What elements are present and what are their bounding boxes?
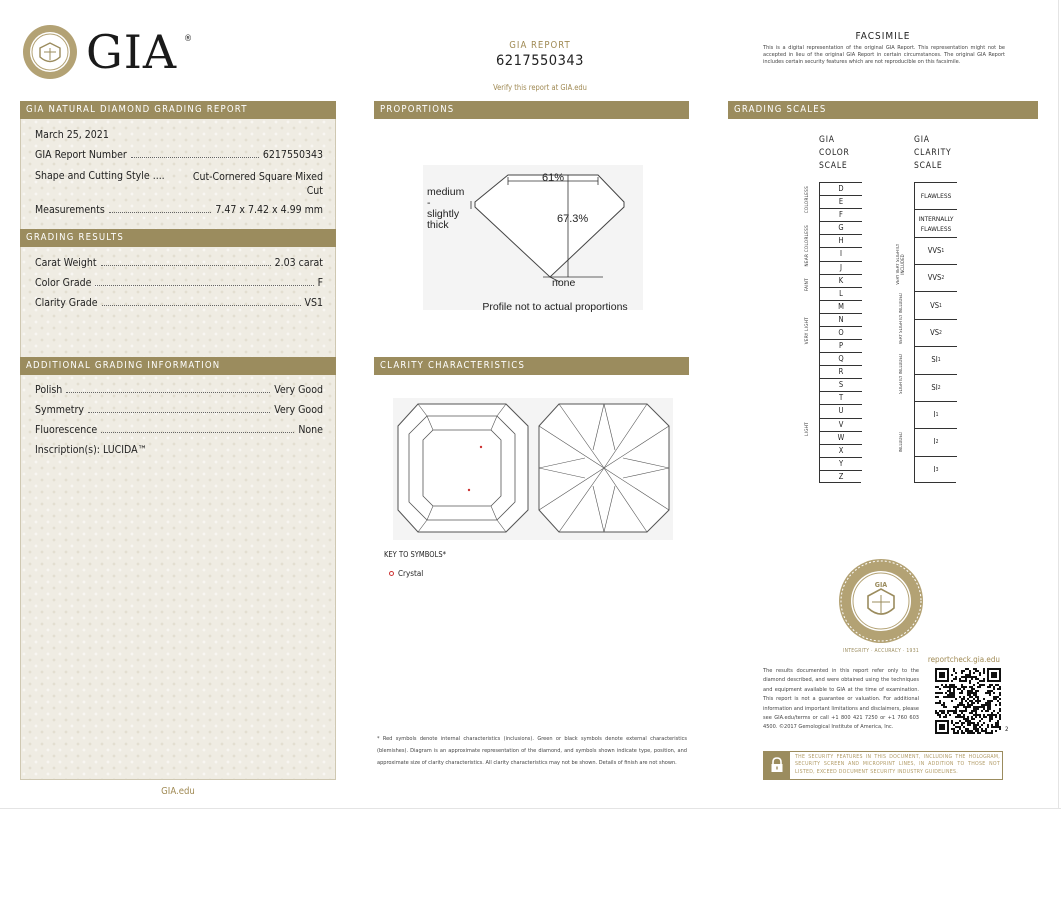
report-number-header: 6217550343 (496, 53, 584, 69)
color-scale-title-2: COLOR (819, 148, 850, 158)
clarity-grade: I 1 (915, 401, 957, 428)
symmetry-row (35, 404, 323, 416)
verify-link[interactable]: Verify this report at GIA.edu (493, 83, 587, 92)
clarity-label: Clarity Grade (35, 297, 98, 309)
color-row (35, 277, 323, 289)
color-grade-l: L (820, 287, 862, 300)
color-grade-h: H (820, 234, 862, 247)
color-grade-e: E (820, 195, 862, 208)
section-clarity: CLARITY CHARACTERISTICS (374, 357, 689, 375)
shape-value-line2: Cut (306, 185, 323, 197)
table-percent: 61% (542, 172, 565, 184)
registered-mark: ® (184, 34, 193, 44)
report-number-value: 6217550343 (262, 149, 323, 161)
clarity-grade: VS 2 (915, 319, 957, 346)
color-grade-o: O (820, 326, 862, 339)
color-scale (819, 182, 861, 483)
section-natural-report: GIA NATURAL DIAMOND GRADING REPORT (20, 101, 336, 119)
color-scale-title-3: SCALE (819, 161, 848, 171)
polish-value: Very Good (274, 384, 323, 396)
color-grade-s: S (820, 378, 862, 391)
symmetry-label: Symmetry (35, 404, 84, 416)
clarity-group-label: INCLUDED (898, 431, 904, 453)
page-bottom-edge (0, 808, 1061, 809)
symmetry-value: Very Good (274, 404, 323, 416)
color-value: F (317, 277, 323, 289)
fluorescence-value: None (298, 424, 323, 436)
color-grade-z: Z (820, 470, 862, 483)
key-title: KEY TO SYMBOLS* (384, 550, 446, 559)
measurements-row (35, 204, 323, 216)
qr-code[interactable] (935, 668, 1001, 734)
color-grade-y: Y (820, 457, 862, 470)
color-group-label: FAINT (804, 277, 810, 291)
color-grade-n: N (820, 313, 862, 326)
crystal-mark-1 (480, 446, 482, 448)
color-grade-r: R (820, 365, 862, 378)
clarity-grade: SI 2 (915, 374, 957, 401)
lock-icon (770, 757, 784, 773)
color-grade-i: I (820, 247, 862, 260)
color-grade-x: X (820, 444, 862, 457)
report-number-label: GIA Report Number (35, 149, 127, 161)
inscription: Inscription(s): LUCIDA™ (35, 444, 147, 456)
color-scale-title (819, 134, 850, 173)
color-grade-u: U (820, 404, 862, 417)
measurements-label: Measurements (35, 204, 105, 216)
color-group-label: COLORLESS (804, 186, 810, 214)
color-grade-m: M (820, 300, 862, 313)
clarity-grade: FLAWLESS (915, 182, 957, 209)
measurements-value: 7.47 x 7.42 x 4.99 mm (215, 204, 323, 216)
clarity-grade: I 3 (915, 456, 957, 483)
color-group-label: LIGHT (804, 421, 810, 436)
profile-note: Profile not to actual proportions (482, 301, 628, 313)
shape-value-line1: Cut-Cornered Square Mixed (192, 171, 323, 183)
carat-value: 2.03 carat (274, 257, 323, 269)
clarity-scale-groups (890, 182, 912, 483)
carat-row (35, 257, 323, 269)
gia-site-link[interactable]: GIA.edu (161, 786, 195, 797)
shape-row (35, 170, 323, 198)
color-grade-q: Q (820, 352, 862, 365)
facsimile-title: FACSIMILE (855, 31, 911, 42)
report-label: GIA REPORT (509, 40, 571, 51)
clarity-group-label: VERY SLIGHTLY INCLUDED (898, 293, 904, 345)
clarity-scale-title-3: SCALE (914, 161, 943, 171)
color-grade-d: D (820, 182, 862, 195)
reportcheck-link[interactable]: reportcheck.gia.edu (927, 655, 1000, 664)
color-scale-groups (796, 182, 818, 483)
clarity-scale (914, 182, 956, 483)
section-proportions: PROPORTIONS (374, 101, 689, 119)
girdle-line1: medium (427, 186, 465, 198)
girdle-label (427, 187, 464, 231)
crystal-key-label: Crystal (398, 569, 424, 578)
carat-label: Carat Weight (35, 257, 97, 269)
clarity-grade: VVS 1 (915, 237, 957, 264)
color-grade-t: T (820, 391, 862, 404)
disclaimer-text: The results documented in this report refer only to the diamond described, and were obtained using the techniques and equipment available to GIA at the time of examination. This report is not a guarantee or valuation. For additional information and important limitations and disclaimers, please see GIA.edu/terms or call +1 800 421 7250 or +1 760 603 4500. ©2017 Gemological Institute of America, Inc. (763, 668, 919, 731)
section-grading-scales: GRADING SCALES (728, 101, 1038, 119)
fluorescence-label: Fluorescence (35, 424, 98, 436)
gia-wordmark: GIA (86, 25, 178, 79)
report-date: March 25, 2021 (35, 129, 109, 141)
clarity-grade: SI 1 (915, 346, 957, 373)
clarity-value: VS1 (304, 297, 323, 309)
girdle-line2: - (427, 197, 431, 209)
clarity-grade: VS 1 (915, 291, 957, 318)
color-grade-p: P (820, 339, 862, 352)
color-grade-v: V (820, 418, 862, 431)
depth-percent: 67.3% (557, 213, 589, 225)
fluorescence-row (35, 424, 323, 436)
section-grading-results: GRADING RESULTS (20, 229, 336, 247)
crystal-symbol-icon (389, 571, 394, 576)
clarity-grade: INTERNALLY FLAWLESS (915, 209, 957, 236)
clarity-grade: VVS 2 (915, 264, 957, 291)
shape-label: Shape and Cutting Style .... (35, 170, 165, 182)
crystal-mark-2 (468, 489, 470, 491)
qr-suffix: 2 (1005, 726, 1009, 733)
color-grade-w: W (820, 431, 862, 444)
color-label: Color Grade (35, 277, 92, 289)
section-additional: ADDITIONAL GRADING INFORMATION (20, 357, 336, 375)
color-grade-f: F (820, 208, 862, 221)
seal-text: GIA (874, 581, 888, 589)
clarity-scale-title (914, 134, 952, 173)
report-number-row (35, 149, 323, 161)
clarity-plot-diagram (393, 398, 673, 540)
color-grade-g: G (820, 221, 862, 234)
polish-label: Polish (35, 384, 63, 396)
color-grade-j: J (820, 261, 862, 274)
girdle-line4: thick (427, 219, 449, 231)
clarity-group-label: SLIGHTLY INCLUDED (898, 353, 904, 394)
color-grade-k: K (820, 274, 862, 287)
color-group-label: NEAR COLORLESS (804, 225, 810, 267)
polish-row (35, 384, 323, 396)
security-text: THE SECURITY FEATURES IN THIS DOCUMENT, INCLUDING THE HOLOGRAM, SECURITY SCREEN AND MICROPRINT LINES, IN ADDITION TO THOSE NOT LISTED, EXCEED DOCUMENT SECURITY INDUSTRY GUIDELINES. (795, 754, 1000, 775)
clarity-group-label: VERY VERY SLIGHTLY INCLUDED (896, 243, 906, 285)
gia-seal-logo (22, 24, 78, 80)
facsimile-text: This is a digital representation of the original GIA Report. This representation might not be accepted in lieu of the original GIA Report in certain circumstances. The original GIA Report includes certain security features which are not reproducible on this facsimile. (763, 45, 1005, 66)
gia-seal (838, 558, 924, 644)
color-scale-title-1: GIA (819, 135, 835, 145)
girdle-line3: slightly (427, 208, 460, 220)
seal-ring-text: INTEGRITY · ACCURACY · 1931 (842, 648, 920, 654)
clarity-scale-title-2: CLARITY (914, 148, 952, 158)
culet-label: none (552, 277, 576, 289)
page-right-edge (1058, 0, 1059, 808)
clarity-scale-title-1: GIA (914, 135, 930, 145)
clarity-grade: I 2 (915, 428, 957, 455)
color-group-label: VERY LIGHT (804, 316, 810, 345)
clarity-footnote: * Red symbols denote internal characteristics (inclusions). Green or black symbols denote external characteristics (blemishes). Diagram is an approximate representation of the diamond, and symbols shown indicate type, position, and approximate size of clarity characteristics. All clarity characteristics may not be shown. Details of finish are not shown. (377, 736, 687, 766)
clarity-row (35, 297, 323, 309)
